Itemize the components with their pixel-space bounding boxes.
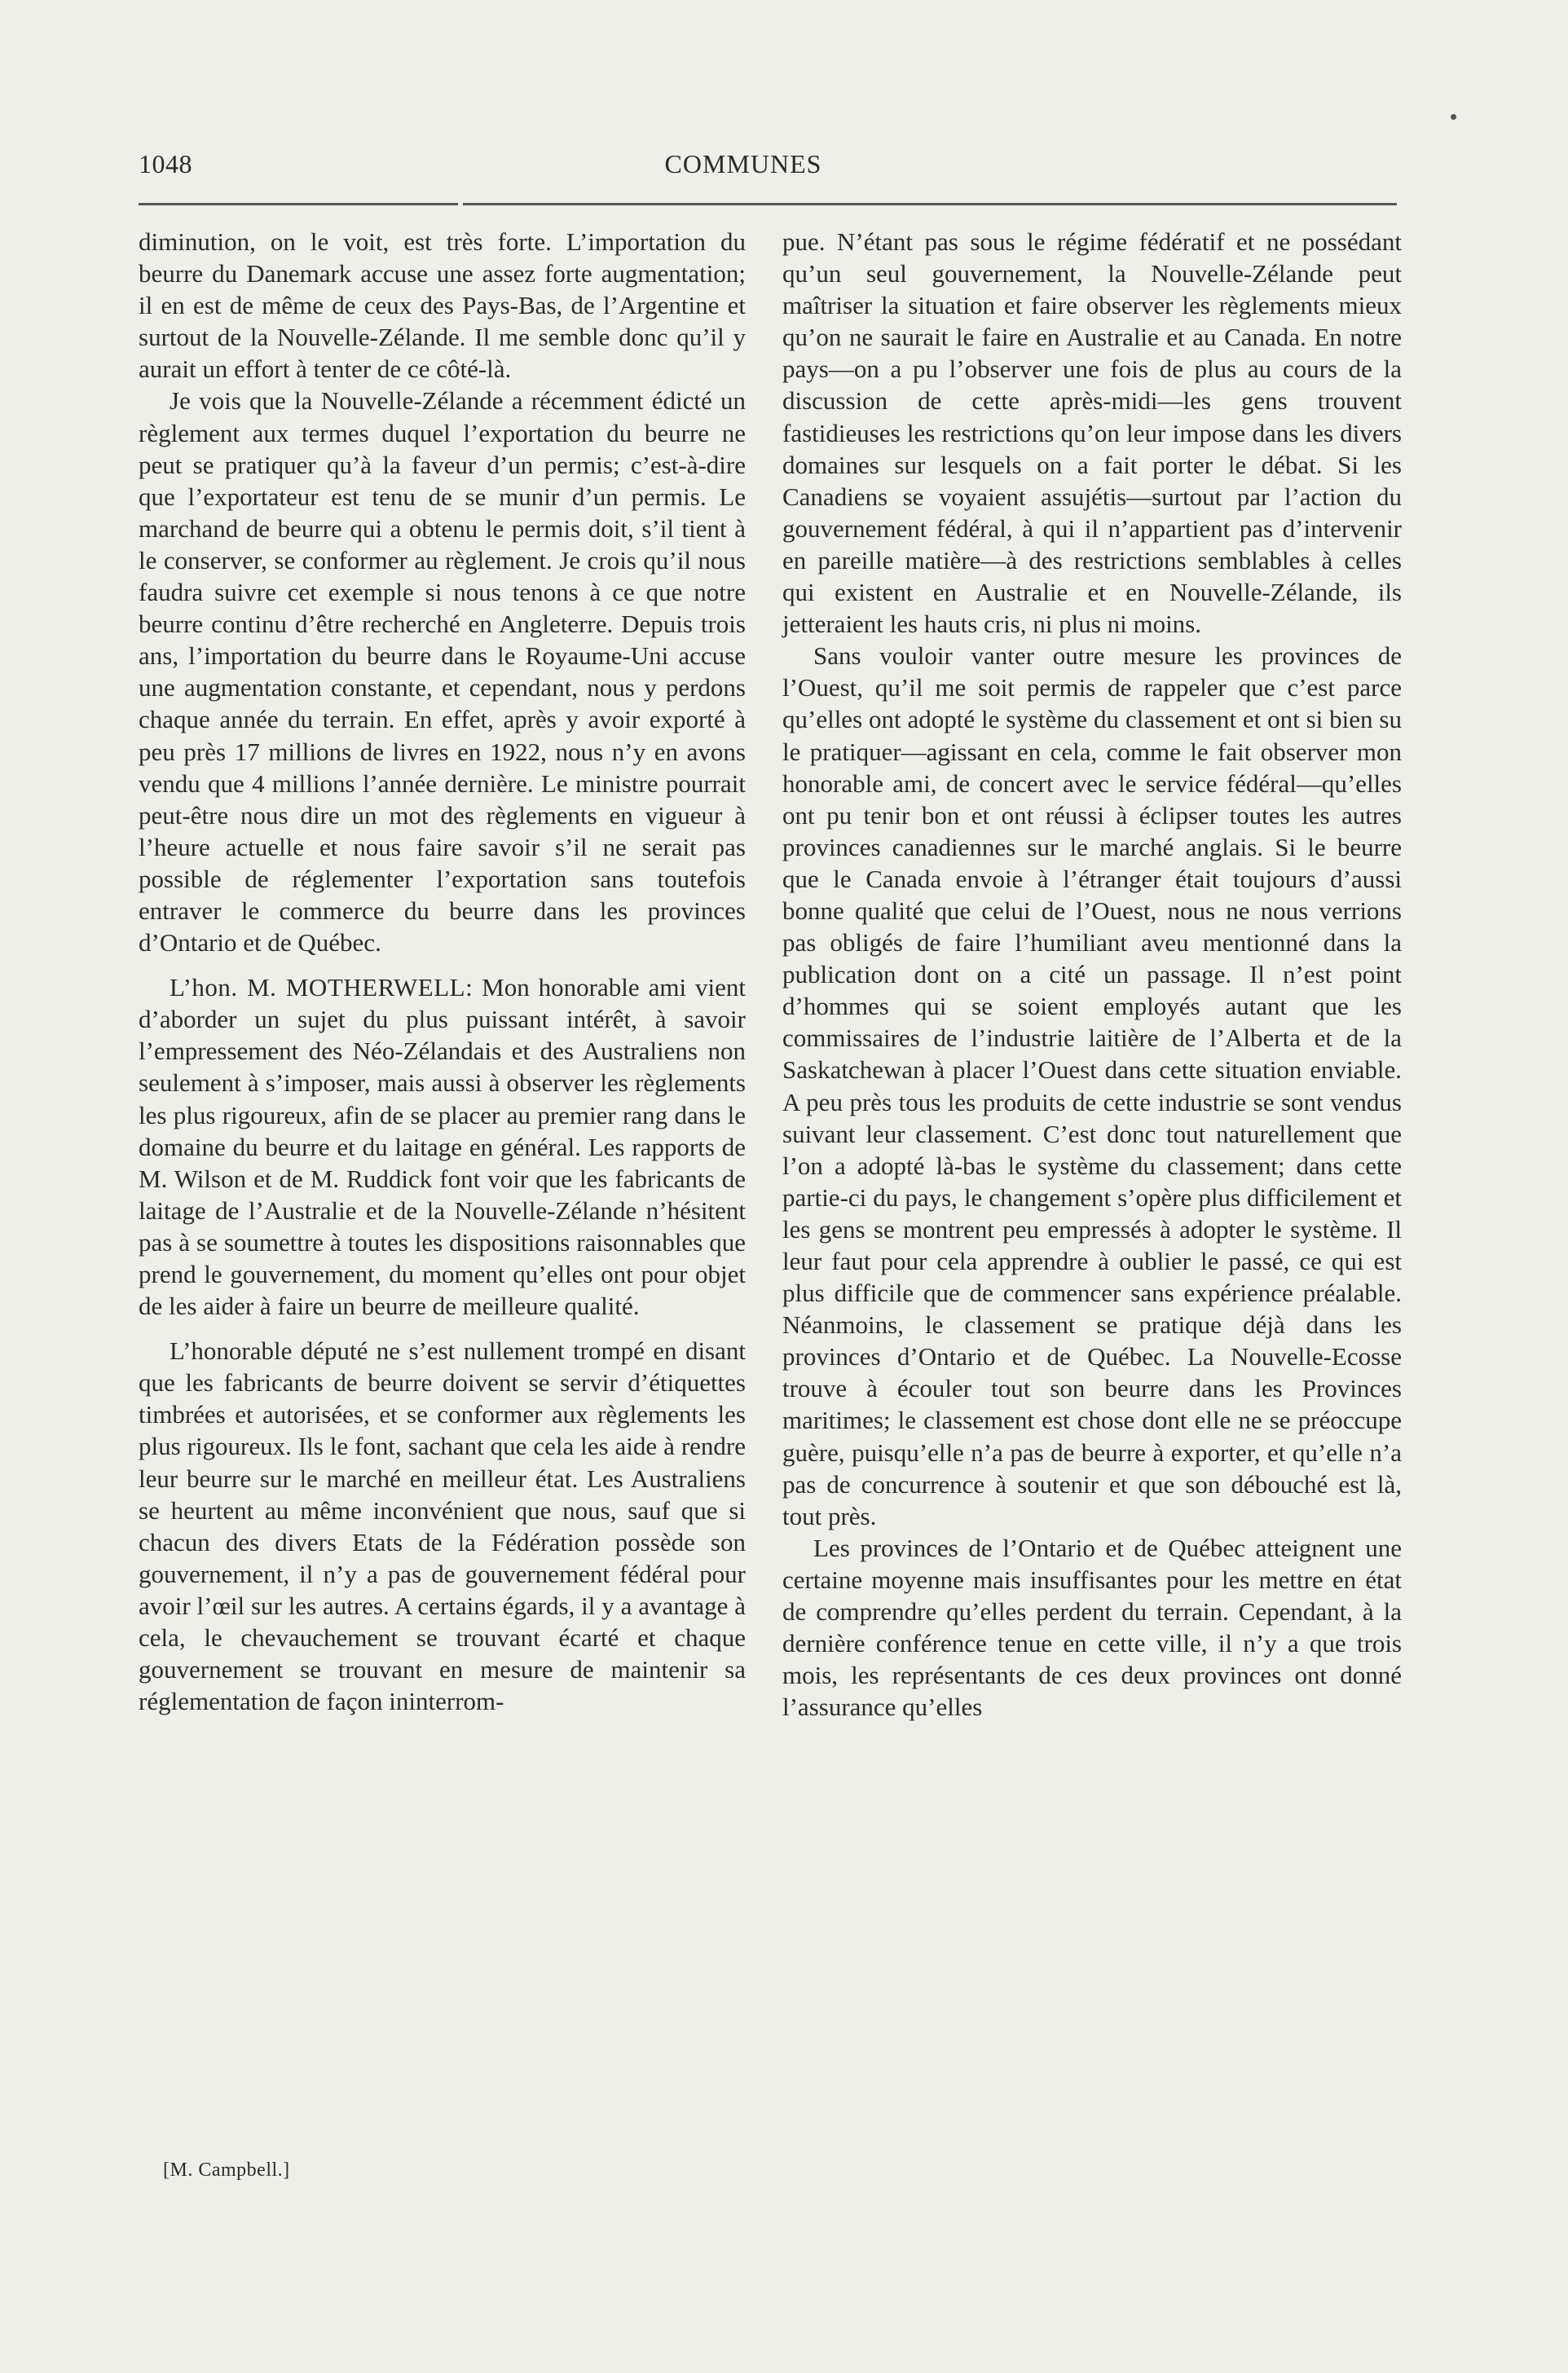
paragraph: Je vois que la Nouvelle-Zélande a récemment édicté un règlement aux termes duquel l’exportation du beurre ne peut se pratiquer qu’à la faveur d’un permis; c’est-à-dire que l’exportateur est tenu de se munir d’un permis. Le marchand de beurre qui a obtenu le permis doit, s’il tient à le conserver, se conformer au règlement. Je crois qu’il nous faudra suivre cet exemple si nous tenons à ce que notre beurre continu d’être recherché en Angleterre. Depuis trois ans, l’importation du beurre dans le Royaume-Uni accuse une augmentation constante, et cependant, nous y perdons chaque année du terrain. En effet, après y avoir exporté à peu près 17 millions de livres en 1922, nous n’y en avons vendu que 4 millions l’année dernière. Le ministre pourrait peut-être nous dire un mot des règlements en vigueur à l’heure actuelle et nous faire savoir s’il ne serait pas possible de réglementer l’exportation sans toutefois entraver le commerce du beurre dans les provinces d’Ontario et de Québec. [139, 386, 746, 958]
speaker-name: L’hon. M. MOTHERWELL: [170, 973, 473, 1002]
running-head: COMMUNES [664, 149, 822, 178]
header-rule-left [139, 203, 458, 205]
header-rule-right [463, 203, 1397, 205]
paragraph: L’honorable député ne s’est nullement trompé en disant que les fabricants de beurre doivent se servir d’étiquettes timbrées et autorisées, et se conformer aux règlements les plus rigoureux. Ils le font, sachant que cela les aide à rendre leur beurre sur le marché en meilleur état. Les Australiens se heurtent au même inconvénient que nous, sauf que si chacun des divers Etats de la Fédération possède son gouvernement, il n’y a pas de gouvernement fédéral pour avoir l’œil sur les autres. A certains égards, il y a avantage à cela, le chevauchement se trouvant écarté et chaque gouvernement se trouvant en mesure de maintenir sa réglementation de façon ininterrom- [139, 1336, 746, 1716]
left-column [139, 226, 746, 1717]
speech-paragraph [139, 971, 746, 1322]
page-number: 1048 [139, 149, 192, 178]
paragraph: Les provinces de l’Ontario et de Québec atteignent une certaine moyenne mais insuffisantes pour les mettre en état de comprendre qu’elles perdent du terrain. Cependant, à la dernière conférence tenue en cette ville, il n’y a que trois mois, les représentants de ces deux provinces ont donné l’assurance qu’elles [782, 1533, 1402, 1722]
paragraph: Sans vouloir vanter outre mesure les provinces de l’Ouest, qu’il me soit permis de rappeler que c’est parce qu’elles ont adopté le système du classement et ont si bien su le pratiquer—agissant en cela, comme le fait observer mon honorable ami, de concert avec le service fédéral—qu’elles ont pu tenir bon et ont réussi à éclipser toutes les autres provinces canadiennes sur le marché anglais. Si le beurre que le Canada envoie à l’étranger était toujours d’aussi bonne qualité que celui de l’Ouest, nous ne nous verrions pas obligés de faire l’humiliant aveu mentionné dans la publication dont on a cité un passage. Il n’est point d’hommes qui se soient employés autant que les commissaires de l’industrie laitière de l’Alberta et de la Saskatchewan à placer l’Ouest dans cette situation enviable. A peu près tous les produits de cette industrie se sont vendus suivant leur classement. C’est donc tout naturellement que l’on a adopté là-bas le système du classement; dans cette partie-ci du pays, le changement s’opère plus difficilement et les gens se montrent peu empressés à adopter le système. Il leur faut pour cela apprendre à oublier le passé, ce qui est plus difficile que de commencer sans expérience préalable. Néanmoins, le classement se pratique déjà dans les provinces d’Ontario et de Québec. La Nouvelle-Ecosse trouve à écouler tout son beurre dans les Provinces maritimes; le classement est chose dont elle ne se préoccupe guère, puisqu’elle n’a pas de beurre à exporter, et qu’elle n’a pas de concurrence à soutenir et que son débouché est là, tout près. [782, 641, 1402, 1530]
speech-text: Mon honorable ami vient d’aborder un sujet du plus puissant intérêt, à savoir l’empressement des Néo-Zélandais et des Australiens non seulement à s’imposer, mais aussi à observer les règlements les plus rigoureux, afin de se placer au premier rang dans le domaine du beurre et du laitage en général. Les rapports de M. Wilson et de M. Ruddick font voir que les fabricants de laitage de l’Australie et de la Nouvelle-Zélande n’hésitent pas à se soumettre à toutes les dispositions raisonnables que prend le gouvernement, du moment qu’elles ont pour objet de les aider à faire un beurre de meilleure qualité. [139, 973, 746, 1321]
paragraph: diminution, on le voit, est très forte. L’importation du beurre du Danemark accuse une assez forte augmentation; il en est de même de ceux des Pays-Bas, de l’Argentine et surtout de la Nouvelle-Zélande. Il me semble donc qu’il y aurait un effort à tenter de ce côté-là. [139, 227, 746, 384]
speaker-attribution: [M. Campbell.] [163, 2159, 290, 2181]
ink-speck [1451, 114, 1456, 120]
right-column [782, 226, 1402, 1723]
paragraph: pue. N’étant pas sous le régime fédératif et ne possédant qu’un seul gouvernement, la Nouvelle-Zélande peut maîtriser la situation et faire observer les règlements mieux qu’on ne saurait le faire en Australie et au Canada. En notre pays—on a pu l’observer une fois de plus au cours de la discussion de cette après-midi—les gens trouvent fastidieuses les restrictions qu’on leur impose dans les divers domaines sur lesquels on a fait porter le débat. Si les Canadiens se voyaient assujétis—surtout par l’action du gouvernement fédéral, à qui il n’appartient pas d’intervenir en pareille matière—à des restrictions semblables à celles qui existent en Australie et en Nouvelle-Zélande, ils jetteraient les hauts cris, ni plus ni moins. [782, 227, 1402, 639]
